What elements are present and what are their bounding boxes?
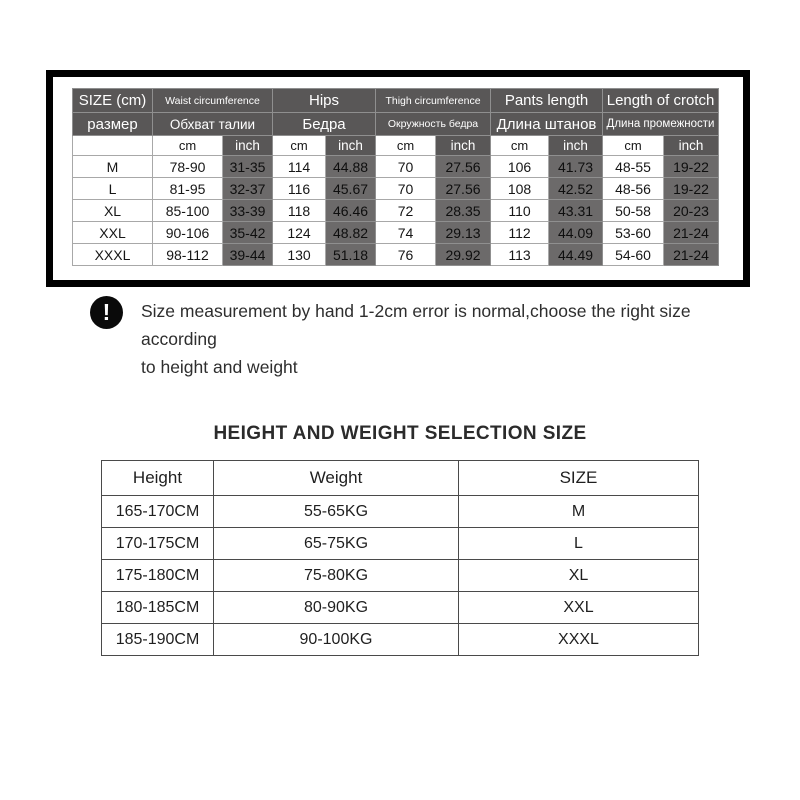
unit-cell-empty: [73, 136, 153, 156]
cell: 106: [491, 156, 549, 178]
cell: 42.52: [549, 178, 603, 200]
cell: 32-37: [223, 178, 273, 200]
cell: 55-65KG: [214, 496, 459, 528]
col-header-thigh-ru: Окружность бедра: [376, 113, 491, 136]
col-header-size-ru: размер: [73, 113, 153, 136]
cell: 27.56: [436, 178, 491, 200]
cell: 80-90KG: [214, 592, 459, 624]
cell: 170-175CM: [102, 528, 214, 560]
unit-inch-label: inch: [664, 136, 719, 156]
cell: 118: [273, 200, 326, 222]
cell: 19-22: [664, 178, 719, 200]
size-row-xl: [73, 200, 719, 222]
cell: 51.18: [326, 244, 376, 266]
size-label: XL: [73, 200, 153, 222]
col-header-hips-ru: Бедра: [273, 113, 376, 136]
header-row-russian: [73, 113, 719, 136]
selection-row-xxxl: [102, 624, 699, 656]
header-row-english: [73, 89, 719, 113]
exclamation-icon: !: [90, 296, 123, 329]
unit-row: [73, 136, 719, 156]
cell: 33-39: [223, 200, 273, 222]
cell: 75-80KG: [214, 560, 459, 592]
size-row-m: [73, 156, 719, 178]
selection-header-row: [102, 461, 699, 496]
cell: 46.46: [326, 200, 376, 222]
cell: 108: [491, 178, 549, 200]
cell: 175-180CM: [102, 560, 214, 592]
selection-row-l: [102, 528, 699, 560]
cell: 48.82: [326, 222, 376, 244]
size-label: M: [73, 156, 153, 178]
cell: 76: [376, 244, 436, 266]
cell: 21-24: [664, 244, 719, 266]
cell: 165-170CM: [102, 496, 214, 528]
selection-table-title: HEIGHT AND WEIGHT SELECTION SIZE: [213, 423, 587, 444]
cell: 54-60: [603, 244, 664, 266]
col-header-crotch-ru: Длина промежности: [603, 113, 719, 136]
selection-row-m: [102, 496, 699, 528]
cell: M: [459, 496, 699, 528]
unit-cm-label: cm: [376, 136, 436, 156]
cell: 78-90: [153, 156, 223, 178]
col-header-waist-ru: Обхват талии: [153, 113, 273, 136]
cell: 41.73: [549, 156, 603, 178]
col-header-thigh-en: Thigh circumference: [376, 89, 491, 113]
cell: 112: [491, 222, 549, 244]
cell: 90-100KG: [214, 624, 459, 656]
note-line-2: to height and weight: [141, 357, 298, 377]
cell: 114: [273, 156, 326, 178]
cell: 74: [376, 222, 436, 244]
cell: 113: [491, 244, 549, 266]
unit-cm-label: cm: [273, 136, 326, 156]
cell: 45.67: [326, 178, 376, 200]
col-header-size: SIZE: [459, 461, 699, 496]
cell: 90-106: [153, 222, 223, 244]
cell: 29.92: [436, 244, 491, 266]
cell: 185-190CM: [102, 624, 214, 656]
unit-cm-label: cm: [603, 136, 664, 156]
col-header-waist-en: Waist circumference: [153, 89, 273, 113]
cell: 124: [273, 222, 326, 244]
cell: 31-35: [223, 156, 273, 178]
cell: 20-23: [664, 200, 719, 222]
cell: 98-112: [153, 244, 223, 266]
height-weight-selection-table: [101, 460, 699, 656]
cell: 81-95: [153, 178, 223, 200]
size-label: XXL: [73, 222, 153, 244]
cell: XXL: [459, 592, 699, 624]
cell: 43.31: [549, 200, 603, 222]
size-row-xxl: [73, 222, 719, 244]
cell: 29.13: [436, 222, 491, 244]
size-row-xxxl: [73, 244, 719, 266]
measurement-note: [141, 297, 761, 381]
cell: 19-22: [664, 156, 719, 178]
cell: 180-185CM: [102, 592, 214, 624]
cell: 70: [376, 178, 436, 200]
cell: 39-44: [223, 244, 273, 266]
col-header-size-en: SIZE (cm): [73, 89, 153, 113]
cell: 110: [491, 200, 549, 222]
cell: 130: [273, 244, 326, 266]
size-label: XXXL: [73, 244, 153, 266]
cell: 35-42: [223, 222, 273, 244]
col-header-pants-en: Pants length: [491, 89, 603, 113]
cell: 53-60: [603, 222, 664, 244]
cell: XL: [459, 560, 699, 592]
unit-inch-label: inch: [436, 136, 491, 156]
unit-inch-label: inch: [549, 136, 603, 156]
selection-row-xl: [102, 560, 699, 592]
unit-inch-label: inch: [223, 136, 273, 156]
cell: 116: [273, 178, 326, 200]
size-measurement-table: [72, 88, 719, 266]
cell: 27.56: [436, 156, 491, 178]
col-header-weight: Weight: [214, 461, 459, 496]
cell: 44.09: [549, 222, 603, 244]
col-header-crotch-en: Length of crotch: [603, 89, 719, 113]
cell: 48-55: [603, 156, 664, 178]
unit-cm-label: cm: [153, 136, 223, 156]
selection-row-xxl: [102, 592, 699, 624]
col-header-height: Height: [102, 461, 214, 496]
col-header-pants-ru: Длина штанов: [491, 113, 603, 136]
cell: 28.35: [436, 200, 491, 222]
cell: 72: [376, 200, 436, 222]
cell: XXXL: [459, 624, 699, 656]
note-line-1: Size measurement by hand 1-2cm error is normal,choose the right size according: [141, 301, 691, 349]
size-label: L: [73, 178, 153, 200]
cell: 85-100: [153, 200, 223, 222]
cell: 44.88: [326, 156, 376, 178]
cell: 48-56: [603, 178, 664, 200]
cell: 50-58: [603, 200, 664, 222]
unit-cm-label: cm: [491, 136, 549, 156]
size-row-l: [73, 178, 719, 200]
cell: 21-24: [664, 222, 719, 244]
cell: 65-75KG: [214, 528, 459, 560]
cell: L: [459, 528, 699, 560]
cell: 70: [376, 156, 436, 178]
cell: 44.49: [549, 244, 603, 266]
col-header-hips-en: Hips: [273, 89, 376, 113]
unit-inch-label: inch: [326, 136, 376, 156]
